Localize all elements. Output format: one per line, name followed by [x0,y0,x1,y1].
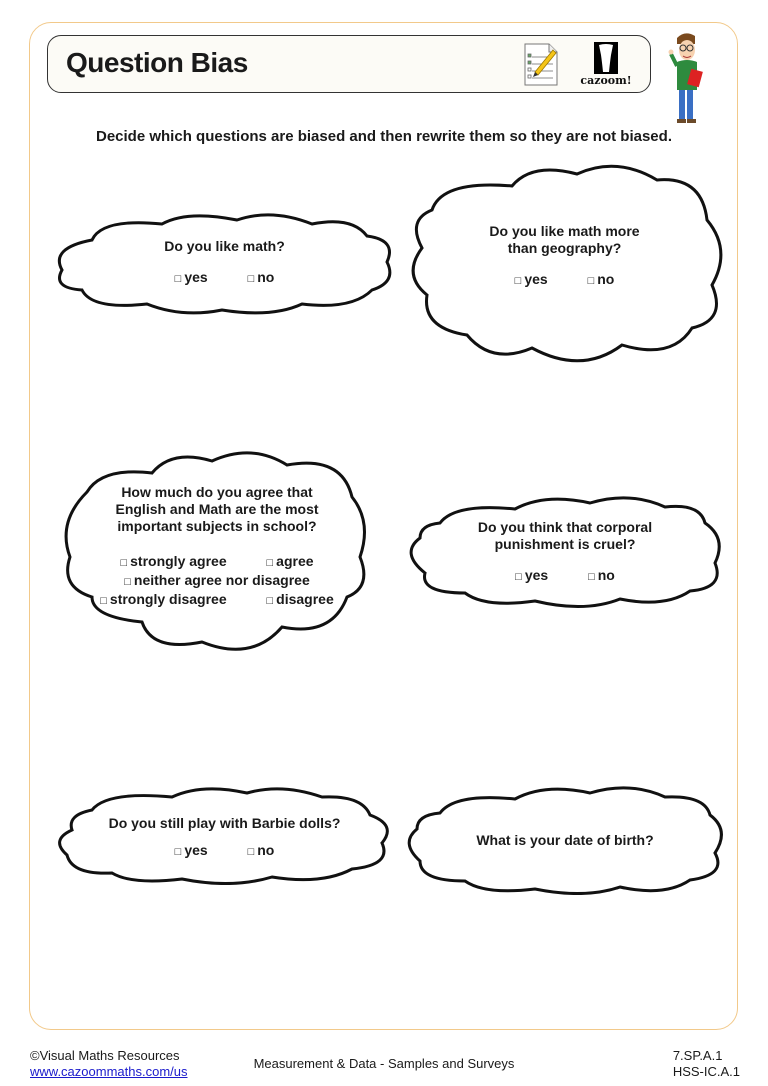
checkbox-icon: □ [587,275,595,287]
question-text: Do you still play with Barbie dolls? [108,815,341,831]
checkbox-icon: □ [247,846,255,858]
checkbox-icon: □ [174,846,182,858]
cazoom-logo [578,42,634,88]
question-cloud-4 [405,493,725,611]
checkbox-icon: □ [120,557,128,569]
website-link[interactable]: www.cazoommaths.com/us [30,1064,188,1079]
standard-code: HSS-IC.A.1 [672,1064,740,1079]
question-text-line-3: important subjects in school? [117,518,317,534]
checkbox-icon: □ [515,571,522,583]
page-title: Question Bias [66,47,248,78]
option-yes[interactable]: □ yes [515,567,549,583]
question-text-line-2: than geography? [507,240,622,256]
question-text-line-2: English and Math are the most [115,501,319,517]
option-no[interactable]: □ no [247,842,275,858]
footer-standards [673,1048,740,1080]
question-cloud-3 [62,447,372,659]
question-cloud-1 [52,210,397,315]
question-cloud-2 [402,160,727,370]
question-cloud-5 [52,785,397,885]
option-strongly-agree[interactable]: □ strongly agree [120,553,227,569]
checkbox-icon: □ [124,576,131,588]
logo-glass-icon [578,42,634,74]
checkbox-icon: □ [247,273,255,285]
option-no[interactable]: □ no [247,269,275,285]
instruction-text: Decide which questions are biased and then rewrite them so they are not biased. [96,128,672,145]
option-no[interactable]: □ no [587,271,615,287]
option-yes[interactable]: □ yes [174,842,208,858]
checkbox-icon: □ [588,571,595,583]
checkbox-icon: □ [174,273,182,285]
question-text: Do you like math? [164,238,285,254]
teacher-mascot-icon [665,30,705,125]
question-text-line-1: Do you like math more [489,223,640,239]
question-text: What is your date of birth? [476,832,654,848]
checkbox-icon: □ [514,275,522,287]
footer-topic: Measurement & Data - Samples and Surveys [253,1056,515,1071]
worksheet-icon [523,42,559,87]
question-cloud-6 [405,785,725,895]
copyright-text: ©Visual Maths Resources [30,1048,180,1063]
option-yes[interactable]: □ yes [174,269,208,285]
option-no[interactable]: □ no [588,567,615,583]
title-banner [47,35,651,93]
option-agree[interactable]: □ agree [266,553,314,569]
logo-text: cazoom! [580,74,632,87]
checkbox-icon: □ [100,595,107,607]
checkbox-icon: □ [266,557,274,569]
option-neither[interactable]: □ neither agree nor disagree [124,572,310,588]
option-strongly-disagree[interactable]: □ strongly disagree [100,591,227,607]
standard-code: 7.SP.A.1 [672,1048,723,1063]
question-text-line-1: Do you think that corporal [477,519,653,535]
question-text-line-2: punishment is cruel? [494,536,636,552]
checkbox-icon: □ [266,595,274,607]
question-text-line-1: How much do you agree that [121,484,313,500]
option-disagree[interactable]: □ disagree [266,591,334,607]
option-yes[interactable]: □ yes [514,271,548,287]
